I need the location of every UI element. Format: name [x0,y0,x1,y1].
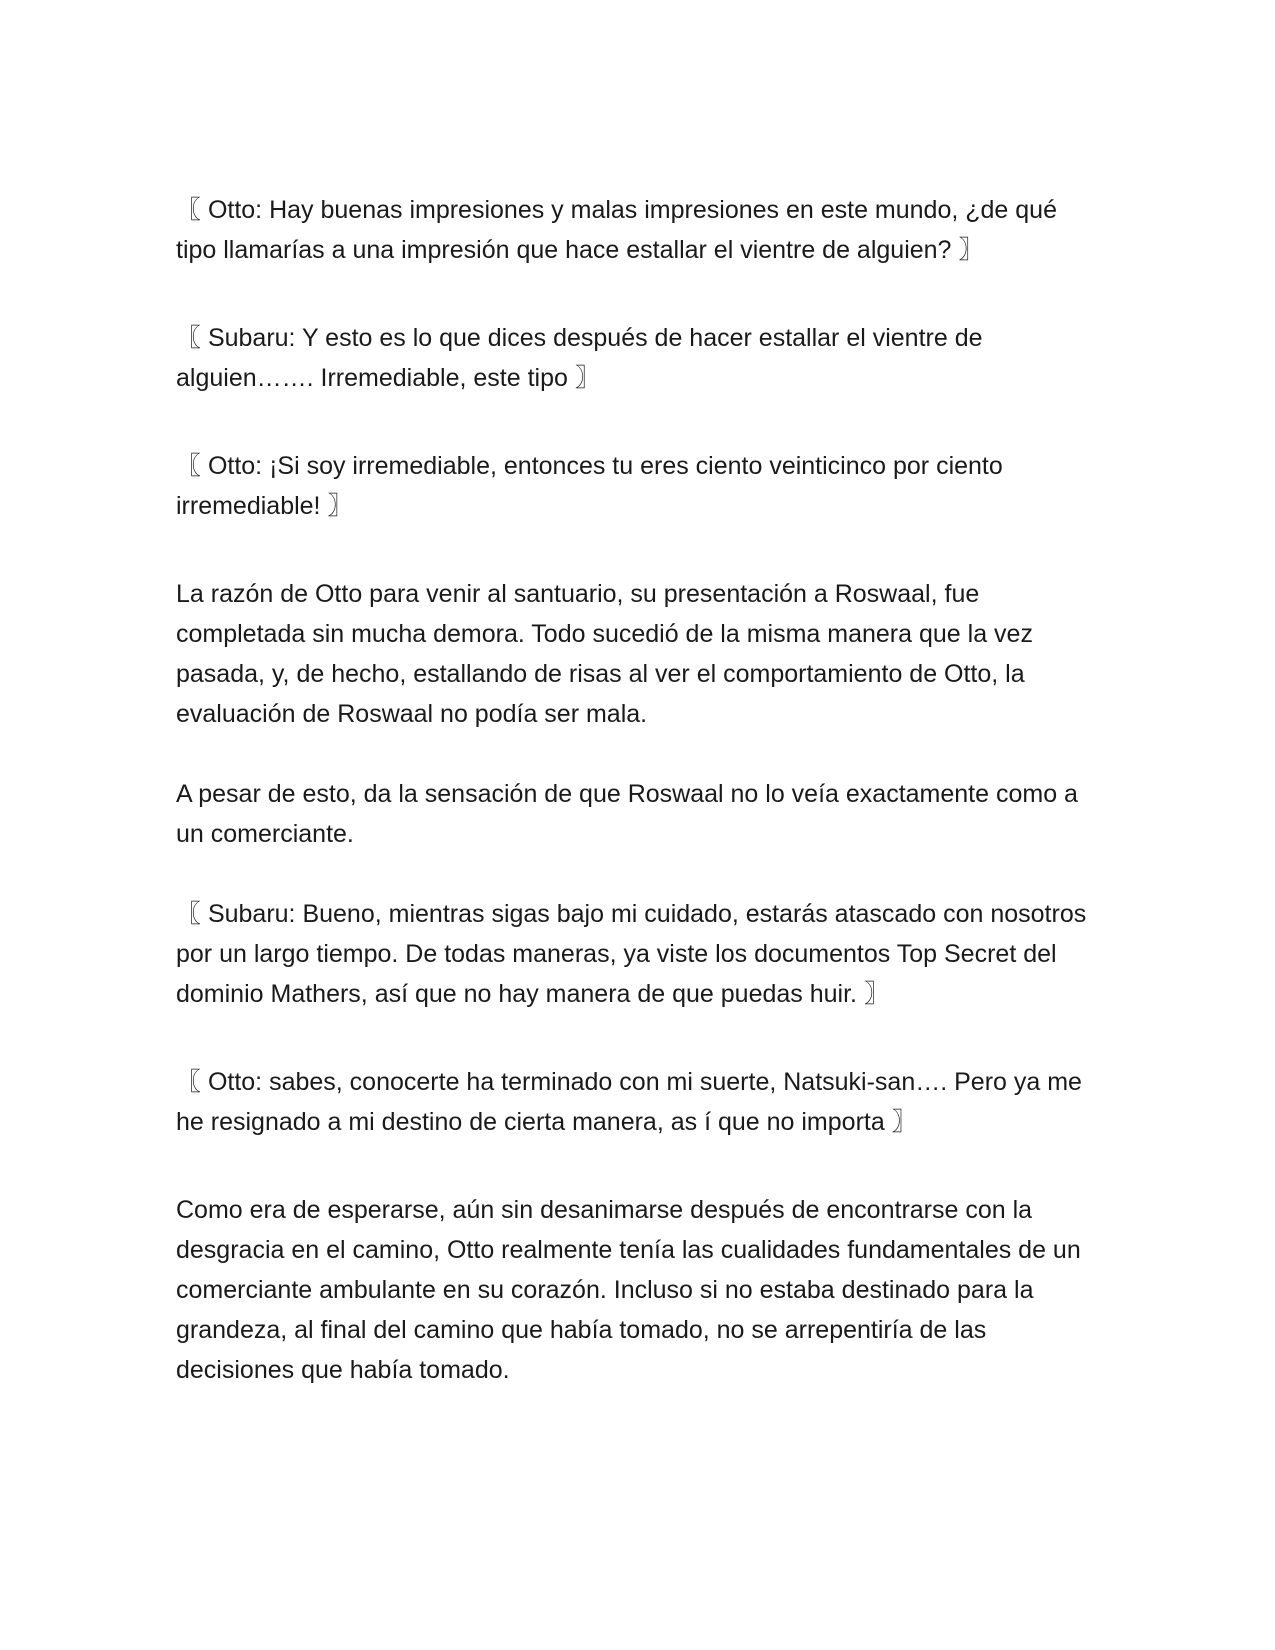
page-body [176,190,1096,1430]
narration-paragraph: Como era de esperarse, aún sin desanimarse después de encontrarse con la desgracia en el camino, Otto realmente tenía las cualidades fundamentales de un comerciante ambulante en su corazón. Incluso si no estaba destinado para la grandeza, al final del camino que había tomado, no se arrepentiría de las decisiones que había tomado. [176,1196,1081,1384]
dialogue-paragraph: 〖 Otto: ¡Si soy irremediable, entonces tu eres ciento veinticinco por ciento irremediable! 〗 [176,452,1003,520]
dialogue-paragraph: 〖 Otto: Hay buenas impresiones y malas impresiones en este mundo, ¿de qué tipo llamarías a una impresión que hace estallar el vientre de alguien? 〗 [176,196,1057,264]
dialogue-paragraph: 〖 Subaru: Bueno, mientras sigas bajo mi cuidado, estarás atascado con nosotros por un largo tiempo. De todas maneras, ya viste los documentos Top Secret del dominio Mathers, así que no hay manera de que puedas huir. 〗 [176,900,1087,1008]
narration-paragraph: La razón de Otto para venir al santuario, su presentación a Roswaal, fue completada sin mucha demora. Todo sucedió de la misma manera que la vez pasada, y, de hecho, estallando de risas al ver el comportamiento de Otto, la evaluación de Roswaal no podía ser mala. [176,580,1033,728]
dialogue-paragraph: 〖 Subaru: Y esto es lo que dices después de hacer estallar el vientre de alguien……. Irremediable, este tipo 〗 [176,324,983,392]
dialogue-paragraph: 〖 Otto: sabes, conocerte ha terminado con mi suerte, Natsuki-san…. Pero ya me he resignado a mi destino de cierta manera, as í que no importa 〗 [176,1068,1082,1136]
narration-paragraph: A pesar de esto, da la sensación de que Roswaal no lo veía exactamente como a un comerciante. [176,780,1078,848]
